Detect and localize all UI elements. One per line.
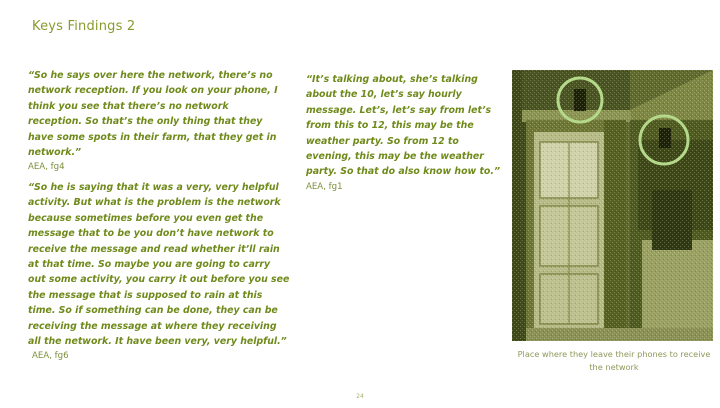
quote-source: AEA, fg4 [28,162,65,173]
photo-caption: Place where they leave their phones to receive the network [517,349,711,372]
quote-source: AEA, fg6 [32,351,69,362]
quote-text: “So he says over here the network, there’s no network reception. If you look on your phone, I think you see that there’s no network reception. So that’s the only thing that they have some spots in their farm, that they get in network.” [28,70,278,159]
quote-block-3 [306,72,506,195]
quote-block-1 [28,68,278,176]
quote-block-2 [28,180,290,365]
quote-source: AEA, fg1 [306,181,343,192]
doorway-photo [512,70,713,341]
quote-text: “So he is saying that it was a very, very helpful activity. But what is the problem is the network because sometimes before you even get the message that to be you don’t have network to receive the message and read whether it’ll rain at that time. So maybe you are going to carry out some activity, you carry it out before you see the message that is supposed to rain at this time. So if something can be done, they can be receiving the message at where they receiving all the network. It have been very, very helpful.” [28,182,290,348]
quote-text: “It’s talking about, she’s talking about the 10, let’s say hourly message. Let’s, let’s say from let’s from this to 12, this may be the weather party. So from 12 to evening, this may be the weather party. So that do also know how to.” [306,74,500,178]
slide-title: Keys Findings 2 [32,19,136,34]
page-number: 24 [356,393,364,400]
